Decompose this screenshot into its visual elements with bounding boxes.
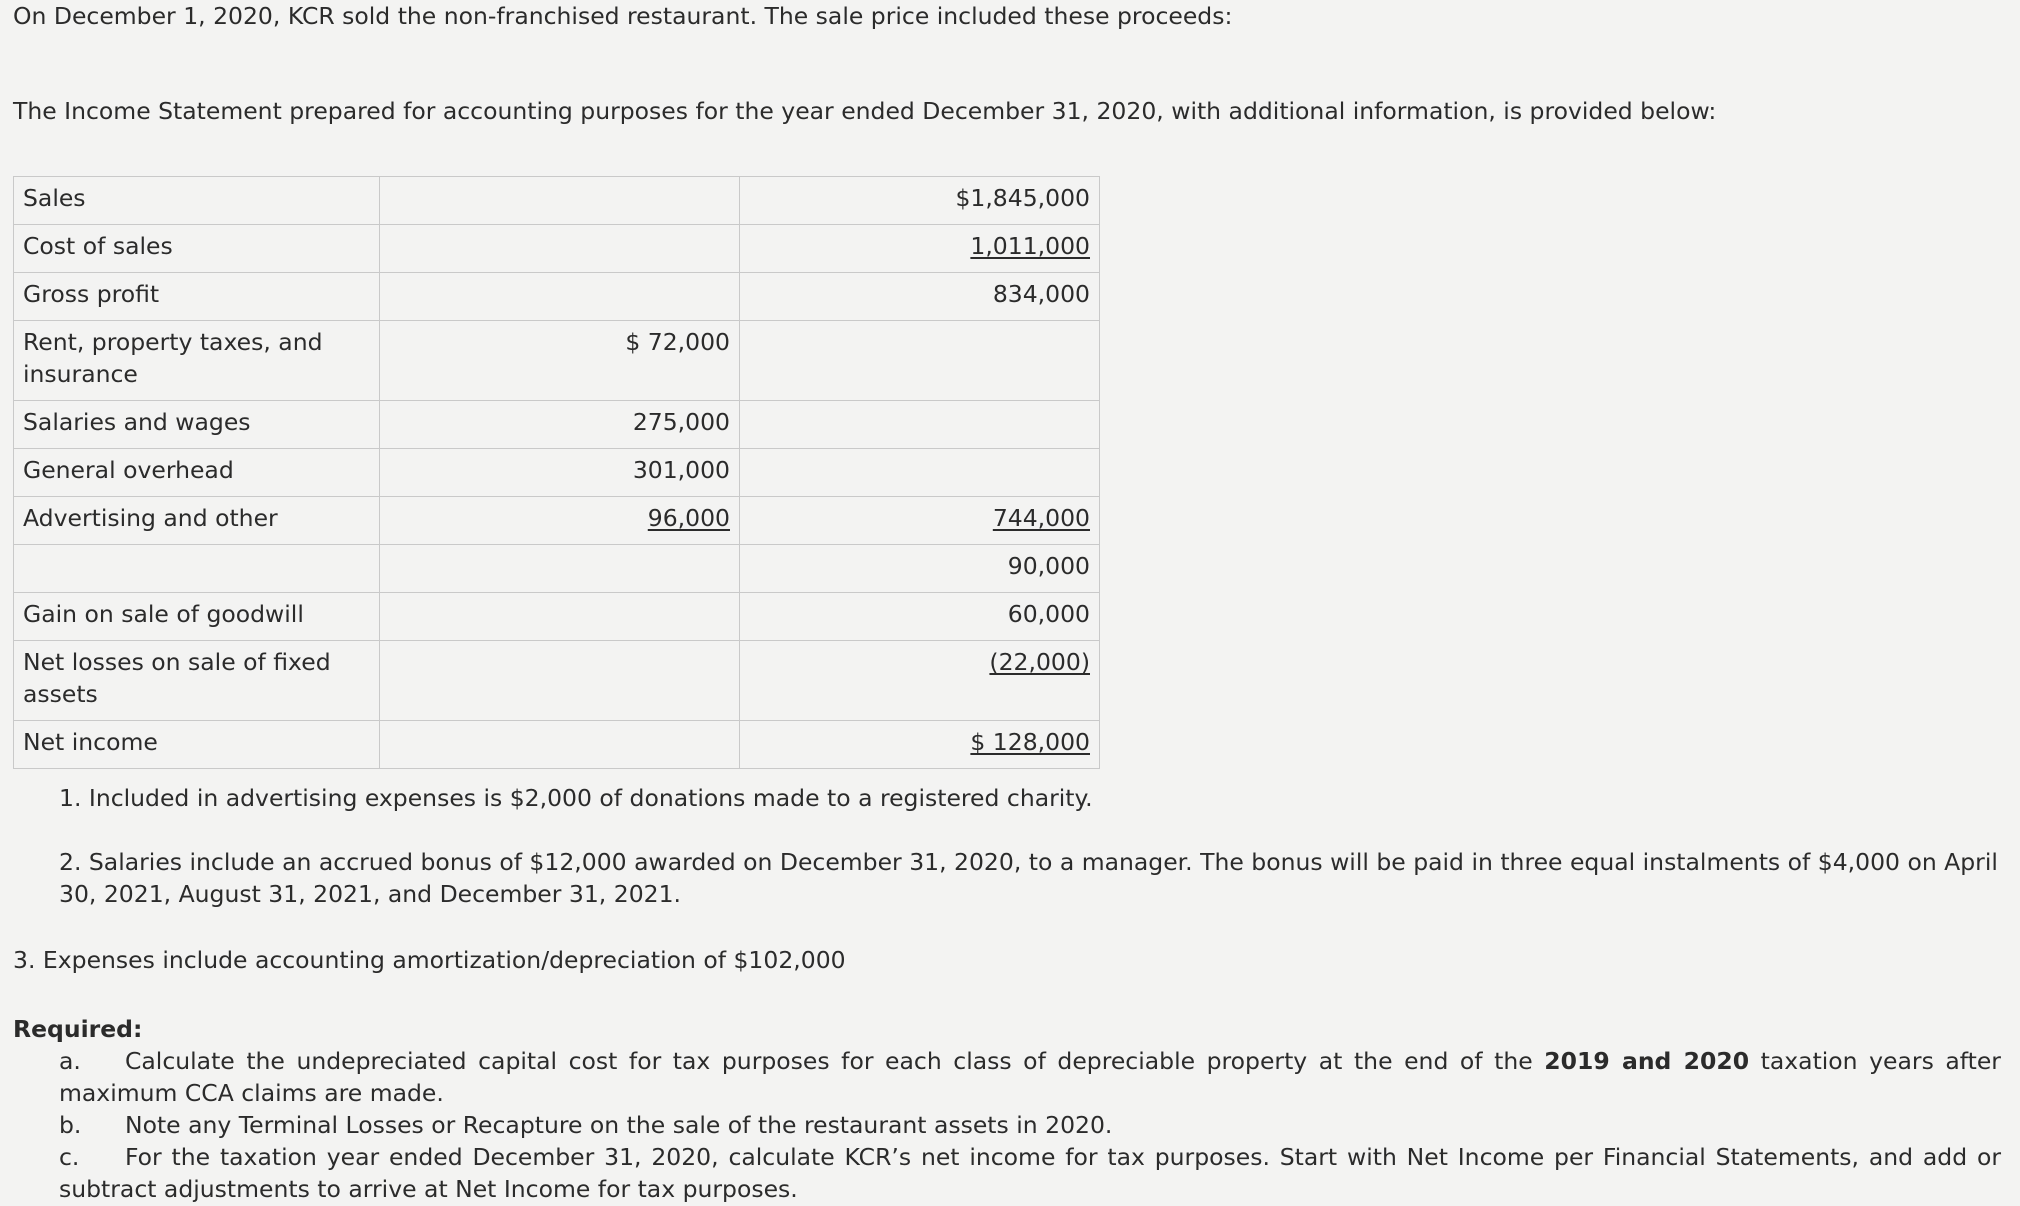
item-letter: c.	[59, 1143, 80, 1171]
item-letter: a.	[59, 1047, 81, 1075]
row-col3: (22,000)	[989, 648, 1090, 676]
row-col2: 301,000	[380, 449, 740, 497]
row-label: Sales	[14, 177, 380, 225]
row-col3: $1,845,000	[740, 177, 1100, 225]
row-col3: 60,000	[740, 593, 1100, 641]
item-letter: b.	[59, 1111, 82, 1139]
row-col3: 744,000	[992, 504, 1090, 532]
row-label: Advertising and other	[14, 497, 380, 545]
row-label: Net losses on sale of fixed assets	[14, 641, 380, 721]
row-label: Cost of sales	[14, 225, 380, 273]
row-col2	[380, 721, 740, 769]
row-label: Gain on sale of goodwill	[14, 593, 380, 641]
row-col2	[380, 273, 740, 321]
required-item-a	[59, 1045, 2001, 1109]
table-row-general-overhead	[14, 449, 1100, 497]
table-row-gain-goodwill	[14, 593, 1100, 641]
row-col3	[740, 449, 1100, 497]
row-label: Gross profit	[14, 273, 380, 321]
table-row-advertising	[14, 497, 1100, 545]
table-row-rent	[14, 321, 1100, 401]
item-text: Note any Terminal Losses or Recapture on the sale of the restaurant assets in 2020.	[125, 1111, 1113, 1139]
required-item-b	[59, 1109, 2001, 1141]
row-col2	[380, 641, 740, 721]
note-1: 1. Included in advertising expenses is $2,000 of donations made to a registered charity.	[59, 784, 1093, 812]
row-label: Salaries and wages	[14, 401, 380, 449]
row-label: Rent, property taxes, and insurance	[14, 321, 380, 401]
row-col3	[740, 321, 1100, 401]
intro-text: On December 1, 2020, KCR sold the non-franchised restaurant. The sale price included these proceeds:	[13, 2, 1233, 30]
row-col2: 275,000	[380, 401, 740, 449]
row-label: Net income	[14, 721, 380, 769]
required-heading: Required:	[13, 1015, 143, 1043]
row-col2: 96,000	[647, 504, 730, 532]
item-text-after: taxation years after maximum CCA claims are made.	[59, 1047, 2001, 1107]
row-col2	[380, 545, 740, 593]
row-col2: $ 72,000	[380, 321, 740, 401]
table-row-net-income	[14, 721, 1100, 769]
table-row-gross-profit	[14, 273, 1100, 321]
row-label	[14, 545, 380, 593]
table-row-sales	[14, 177, 1100, 225]
income-statement-table	[13, 176, 1100, 769]
row-col3: 1,011,000	[970, 232, 1090, 260]
row-col2	[380, 177, 740, 225]
table-row-net-losses	[14, 641, 1100, 721]
statement-intro-text: The Income Statement prepared for accounting purposes for the year ended December 31, 2020, with additional information, is provided below:	[13, 97, 1717, 125]
row-col2	[380, 593, 740, 641]
table-row-salaries	[14, 401, 1100, 449]
note-2: 2. Salaries include an accrued bonus of $12,000 awarded on December 31, 2020, to a manager. The bonus will be paid in three equal instalments of $4,000 on April 30, 2021, August 31, 2021, and December 31, 2021.	[59, 848, 1998, 908]
table-row-subtotal	[14, 545, 1100, 593]
note-3: 3. Expenses include accounting amortization/depreciation of $102,000	[13, 946, 846, 974]
row-label: General overhead	[14, 449, 380, 497]
required-item-c	[59, 1141, 2001, 1205]
table-row-cost-of-sales	[14, 225, 1100, 273]
item-text: Calculate the undepreciated capital cost for tax purposes for each class of depreciable property at the end of the	[125, 1047, 1533, 1075]
item-text: For the taxation year ended December 31, 2020, calculate KCR’s net income for tax purposes. Start with Net Income per Financial Statements, and add or subtract adjustments to arrive at Net Income for tax purposes.	[59, 1143, 2001, 1203]
row-col2	[380, 225, 740, 273]
item-bold-years: 2019 and 2020	[1544, 1047, 1750, 1075]
row-col3: $ 128,000	[970, 728, 1090, 756]
row-col3	[740, 401, 1100, 449]
row-col3: 90,000	[740, 545, 1100, 593]
row-col3: 834,000	[740, 273, 1100, 321]
